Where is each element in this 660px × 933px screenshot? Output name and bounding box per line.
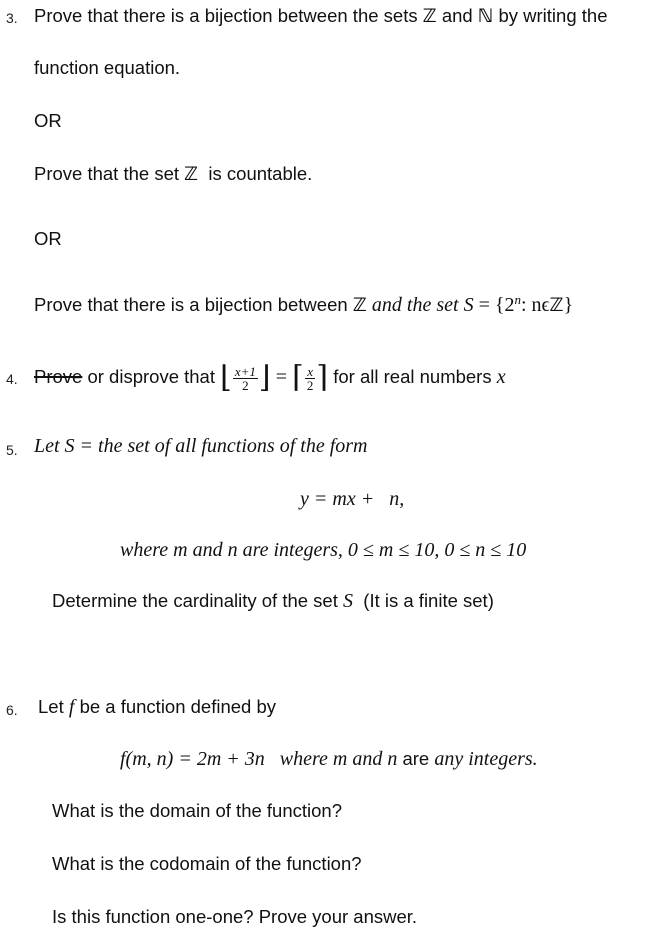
- q5-determine-text: Determine the cardinality of the set: [52, 590, 338, 611]
- q3-alternative-2: [34, 292, 573, 317]
- q3-and: and: [441, 5, 473, 26]
- q3-alt1-text: Prove that the set: [34, 163, 180, 184]
- q6-eq-math: f(m, n) = 2m + 3n where m and n: [120, 748, 398, 770]
- q4-variable: x: [496, 366, 506, 388]
- q3-alt2-rest: : n: [520, 294, 542, 317]
- q3-alt2-text: Prove that there is a bijection between: [34, 294, 348, 316]
- q6-one-one-question: Is this function one-one? Prove your answer.: [52, 906, 418, 927]
- q6-eq-end: any integers.: [434, 748, 538, 770]
- floor-right-bracket: ⌋: [258, 360, 271, 396]
- set-z-symbol: ℤ: [549, 295, 564, 317]
- set-z-symbol: ℤ: [184, 164, 199, 185]
- q4-prove-struck: Prove: [34, 366, 83, 387]
- q5-determine: [52, 590, 494, 613]
- q3-line1-end: by writing the: [498, 5, 608, 26]
- q3-or-1: OR: [34, 110, 62, 131]
- q3-alt2-sup: n: [514, 292, 521, 307]
- q5-where-clause: where m and n are integers, 0 ≤ m ≤ 10, 0 ≤ n ≤ 10: [120, 539, 527, 561]
- q3-alt2-eq: = {2: [473, 294, 515, 317]
- q3-alt2-in: ϵ: [541, 294, 550, 317]
- floor-left-bracket: ⌊: [220, 360, 232, 396]
- q3-line-1: [34, 5, 607, 27]
- q4-text: or disprove that: [87, 366, 215, 387]
- q5-equation: y = mx + n,: [300, 488, 405, 510]
- q4-equals: =: [275, 366, 288, 388]
- question-number-3: 3.: [6, 10, 18, 26]
- ceil-right-bracket: ⌉: [316, 360, 329, 396]
- ceil-left-bracket: ⌈: [292, 360, 304, 396]
- q6-line-1: [38, 696, 276, 719]
- set-n-symbol: ℕ: [477, 6, 494, 27]
- q3-alt2-close: }: [563, 294, 574, 317]
- q4-frac1-numerator: x+1: [234, 363, 256, 379]
- q6-eq-are: are: [402, 748, 430, 769]
- q6-codomain-question: What is the codomain of the function?: [52, 853, 362, 874]
- q6-let: Let: [38, 696, 64, 717]
- set-z-symbol: ℤ: [352, 295, 367, 317]
- q6-f: f: [68, 696, 75, 718]
- q6-equation: [120, 748, 538, 771]
- q4-tail: for all real numbers: [333, 366, 492, 387]
- q5-set: S: [343, 590, 354, 612]
- q3-alt1-end: is countable.: [208, 163, 313, 184]
- q3-alternative-1: [34, 163, 312, 185]
- q4-frac2-numerator: x: [305, 365, 316, 379]
- q3-alt2-math: and the set S: [371, 294, 474, 317]
- question-number-5: 5.: [6, 442, 18, 458]
- q4-fraction-1: [233, 365, 258, 392]
- q6-domain-question: What is the domain of the function?: [52, 800, 343, 821]
- q4-line: [34, 359, 506, 395]
- q6-defined: be a function defined by: [79, 696, 277, 717]
- q3-line1-text: Prove that there is a bijection between the sets: [34, 5, 418, 26]
- q5-line-1: Let S = the set of all functions of the form: [34, 435, 368, 457]
- q4-fraction-2: [305, 365, 316, 392]
- question-number-6: 6.: [6, 702, 18, 718]
- q4-frac2-denominator: 2: [306, 377, 314, 393]
- q4-frac1-denominator: 2: [242, 377, 249, 393]
- q3-line-2: function equation.: [34, 57, 181, 78]
- q5-note: (It is a finite set): [363, 590, 494, 611]
- q3-or-2: OR: [34, 228, 62, 249]
- set-z-symbol: ℤ: [422, 6, 437, 27]
- question-number-4: 4.: [6, 371, 18, 387]
